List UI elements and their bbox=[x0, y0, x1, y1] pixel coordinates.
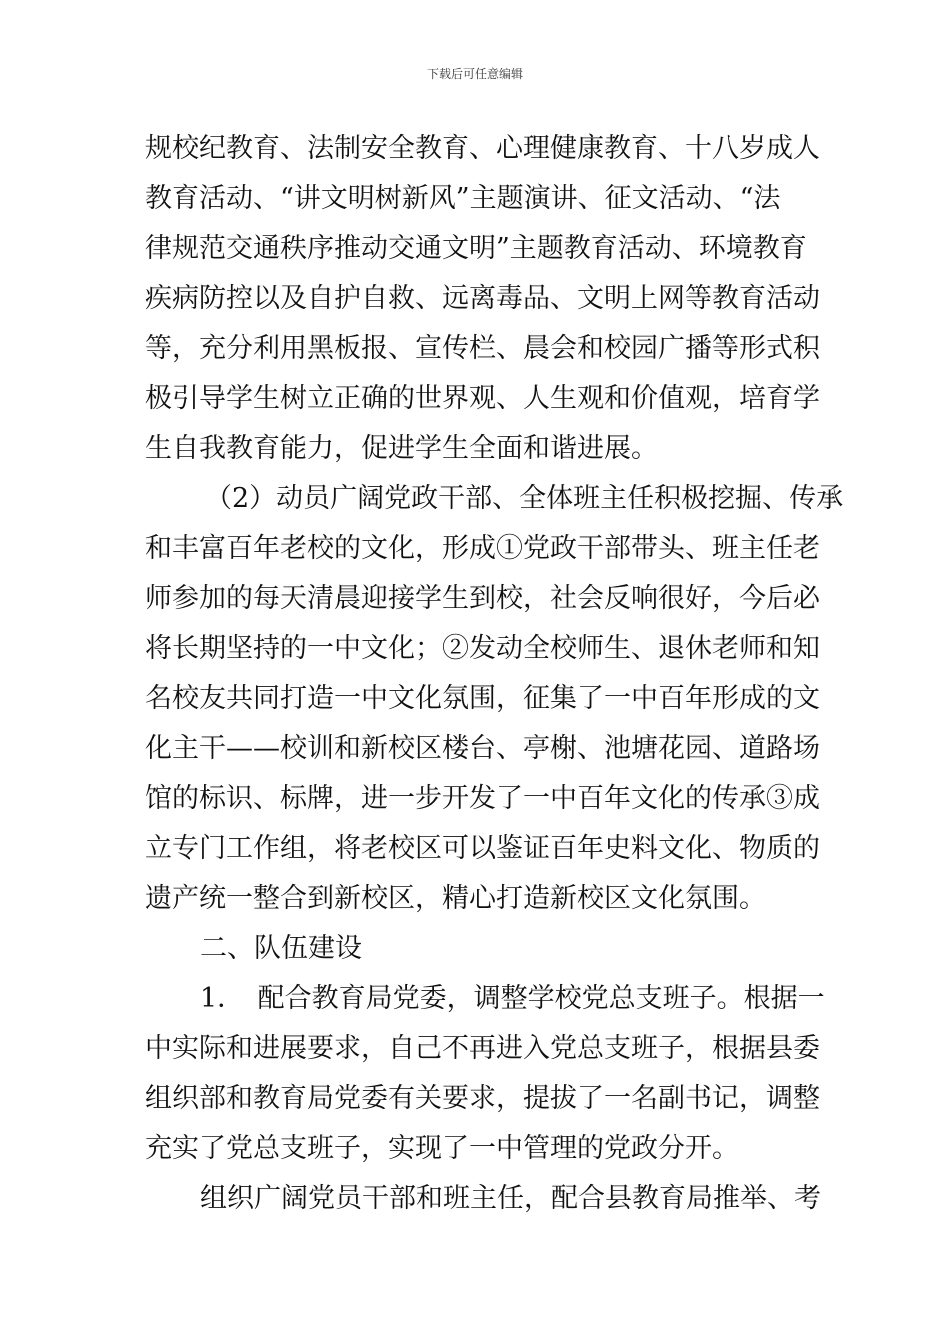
text-line-4: 疾病防控以及自护自救、远离毒品、文明上网等教育活动 bbox=[145, 283, 820, 314]
item-1-line-1: 1． 配合教育局党委，调整学校党总支班子。根据一 bbox=[200, 983, 825, 1014]
item-1-line-2: 中实际和进展要求，自己不再进入党总支班子，根据县委 bbox=[145, 1033, 820, 1064]
paragraph-2-line-5: 名校友共同打造一中文化氛围，征集了一中百年形成的文 bbox=[145, 683, 820, 714]
item-1-line-3: 组织部和教育局党委有关要求，提拔了一名副书记，调整 bbox=[145, 1083, 820, 1114]
paragraph-2-line-7: 馆的标识、标牌，进一步开发了一中百年文化的传承③成 bbox=[145, 783, 820, 814]
text-line-5: 等，充分利用黑板报、宣传栏、晨会和校园广播等形式积 bbox=[145, 333, 820, 364]
item-1-line-4: 充实了党总支班子，实现了一中管理的党政分开。 bbox=[145, 1133, 739, 1164]
paragraph-2-line-3: 师参加的每天清晨迎接学生到校，社会反响很好，今后必 bbox=[145, 583, 820, 614]
text-line-7: 生自我教育能力，促进学生全面和谐进展。 bbox=[145, 433, 658, 464]
page-header: 下载后可任意编辑 bbox=[426, 67, 523, 81]
text-line-6: 极引导学生树立正确的世界观、人生观和价值观，培育学 bbox=[145, 383, 820, 414]
paragraph-2-line-6: 化主干——校训和新校区楼台、亭榭、池塘花园、道路场 bbox=[145, 733, 820, 764]
paragraph-2-line-1: （2）动员广阔党政干部、全体班主任积极挖掘、传承 bbox=[205, 483, 844, 514]
paragraph-4-line-1: 组织广阔党员干部和班主任，配合县教育局推举、考 bbox=[200, 1183, 821, 1214]
paragraph-2-line-4: 将长期坚持的一中文化；②发动全校师生、退休老师和知 bbox=[145, 633, 820, 664]
paragraph-2-line-9: 遗产统一整合到新校区，精心打造新校区文化氛围。 bbox=[145, 883, 766, 914]
text-line-3: 律规范交通秩序推动交通文明”主题教育活动、环境教育 bbox=[145, 233, 807, 264]
paragraph-2-line-8: 立专门工作组，将老校区可以鉴证百年史料文化、物质的 bbox=[145, 833, 820, 864]
text-line-2: 教育活动、“讲文明树新风”主题演讲、征文活动、“法 bbox=[145, 183, 781, 214]
text-line-1: 规校纪教育、法制安全教育、心理健康教育、十八岁成人 bbox=[145, 133, 820, 164]
section-heading-team-building: 二、队伍建设 bbox=[200, 933, 362, 964]
paragraph-2-line-2: 和丰富百年老校的文化，形成①党政干部带头、班主任老 bbox=[145, 533, 820, 564]
